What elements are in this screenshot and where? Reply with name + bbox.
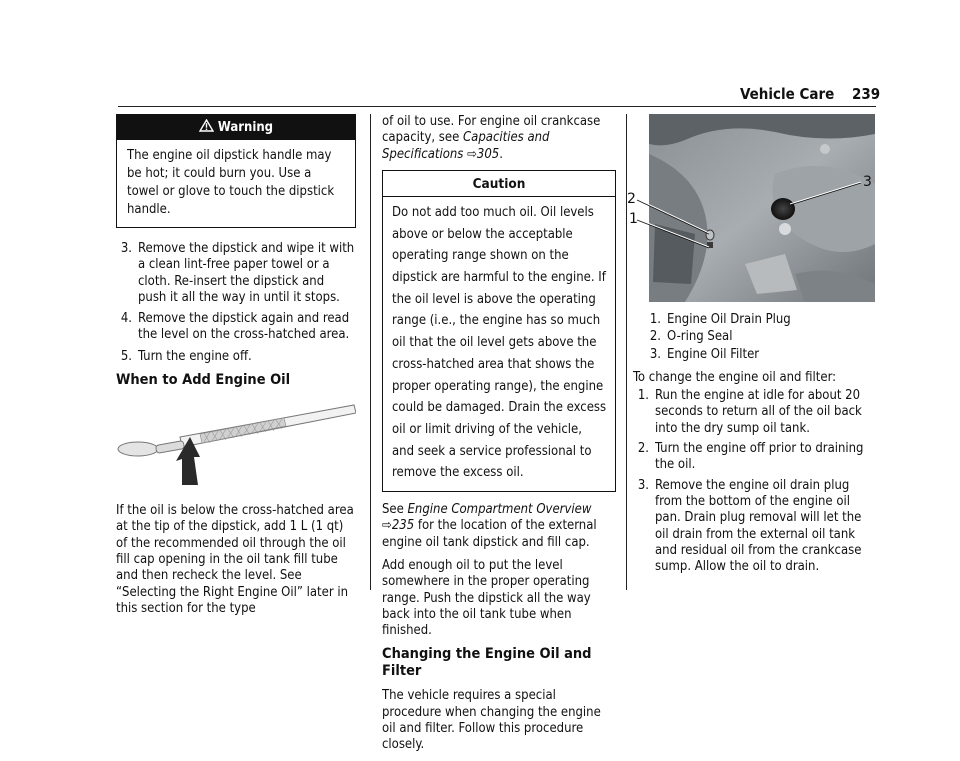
link-engine-compartment-overview[interactable]: Engine Compartment Overview [407, 502, 592, 518]
list-item [645, 329, 877, 345]
page-ref-icon: ⇨ [467, 146, 477, 162]
step-number: 4. [120, 311, 132, 327]
step-text: Turn the engine off prior to draining the oil. [655, 441, 864, 473]
step-text: Run the engine at idle for about 20 seconds to return all of the oil back into the dry sump oil tank. [655, 388, 862, 436]
link-capacities-specifications[interactable]: Capacities and Specifications [382, 130, 550, 162]
step-number: 3. [637, 477, 649, 493]
paragraph-change-intro: To change the engine oil and filter: [633, 369, 837, 385]
page-ref-305[interactable]: 305 [476, 146, 500, 162]
legend-text: Engine Oil Filter [667, 346, 760, 362]
step-number: 1. [637, 388, 649, 404]
warning-title: Warning [217, 120, 274, 135]
column-left [116, 114, 356, 624]
engine-oil-filter-photo [625, 114, 875, 302]
legend-text: Engine Oil Drain Plug [667, 312, 791, 327]
page-ref-235[interactable]: 235 [391, 518, 415, 534]
text: of oil to use. For engine oil crankcase capacity, see [382, 114, 601, 146]
legend-number: 1. [649, 312, 661, 327]
list-item [116, 311, 356, 344]
caution-text: Do not add too much oil. Oil levels above or below the acceptable operating range shown on the dipstick are harmful to the engine. If the oil level is above the operating range (i.e., the engine has so much oil that the oil level gets above the cross-hatched area that shows the proper operating range), the engine could be damaged. Drain the excess oil or limit driving of the vehicle, and seek a service professional to remove the excess oil. [392, 204, 607, 481]
page-ref-icon: ⇨ [382, 518, 392, 534]
legend-number: 3. [649, 346, 661, 362]
list-item [645, 312, 877, 328]
legend-number: 2. [649, 329, 661, 345]
column-divider [370, 114, 371, 590]
steps-list-dipstick [116, 241, 356, 365]
warning-triangle-icon [199, 119, 214, 136]
step-text: Remove the dipstick again and read the level on the cross-hatched area. [138, 311, 350, 343]
paragraph-oil-type: of oil to use. For engine oil crankcase capacity, see Capacities and Specifications ⇨305. [382, 114, 601, 162]
dipstick-illustration [116, 401, 356, 493]
paragraph-add-oil: If the oil is below the cross-hatched area at the tip of the dipstick, add 1 L (1 qt) of the recommended oil through the oil fill cap opening in the oil tank fill tube and then recheck the level. See “Selecting the Right Engine Oil” later in this section for the type [116, 503, 354, 616]
paragraph-special-procedure: The vehicle requires a special procedure when changing the engine oil and filter. Follow this procedure closely. [382, 688, 601, 753]
step-number: 3. [120, 241, 132, 256]
figure-legend [645, 312, 877, 363]
step-number: 2. [637, 441, 649, 457]
caution-box [382, 170, 616, 492]
callout-2: 2 [627, 191, 636, 207]
section-title: Vehicle Care [740, 85, 835, 103]
warning-box [116, 114, 356, 228]
callout-1: 1 [629, 211, 638, 227]
paragraph-see-overview [382, 502, 618, 551]
list-item [645, 347, 877, 363]
list-item [633, 388, 877, 437]
list-item [633, 478, 877, 576]
paragraph-add-oil-level: Add enough oil to put the level somewhere in the proper operating range. Push the dipstick all the way back into the oil tank tube when finished. [382, 557, 591, 639]
steps-list-oil-change [633, 388, 877, 575]
header-rule [118, 106, 876, 107]
list-item [116, 241, 356, 306]
caution-title: Caution [383, 171, 615, 197]
step-text: Remove the engine oil drain plug from the bottom of the engine oil pan. Drain plug removal will let the oil drain from the external oil tank and residual oil from the crankcase sump. Allow the oil to drain. [655, 477, 862, 575]
step-text: Remove the dipstick and wipe it with a clean lint-free paper towel or a cloth. Re-insert the dipstick and push it all the way in until it stops. [138, 241, 355, 305]
text: for the location of the external engine oil tank dipstick and fill cap. [382, 518, 597, 550]
heading-when-to-add-oil: When to Add Engine Oil [116, 372, 291, 389]
column-right [627, 114, 877, 582]
page-number: 239 [852, 85, 881, 103]
list-item [633, 441, 877, 474]
warning-text: The engine oil dipstick handle may be hot; it could burn you. Use a towel or glove to touch the dipstick handle. [127, 148, 335, 217]
list-item [116, 349, 356, 365]
legend-text: O-ring Seal [667, 329, 733, 345]
callout-3: 3 [863, 174, 872, 190]
step-text: Turn the engine off. [138, 348, 252, 364]
warning-header [117, 115, 355, 140]
heading-changing-oil-filter: Changing the Engine Oil and Filter [382, 646, 592, 680]
column-middle [382, 114, 618, 761]
text: See [382, 502, 404, 518]
step-number: 5. [120, 348, 132, 364]
